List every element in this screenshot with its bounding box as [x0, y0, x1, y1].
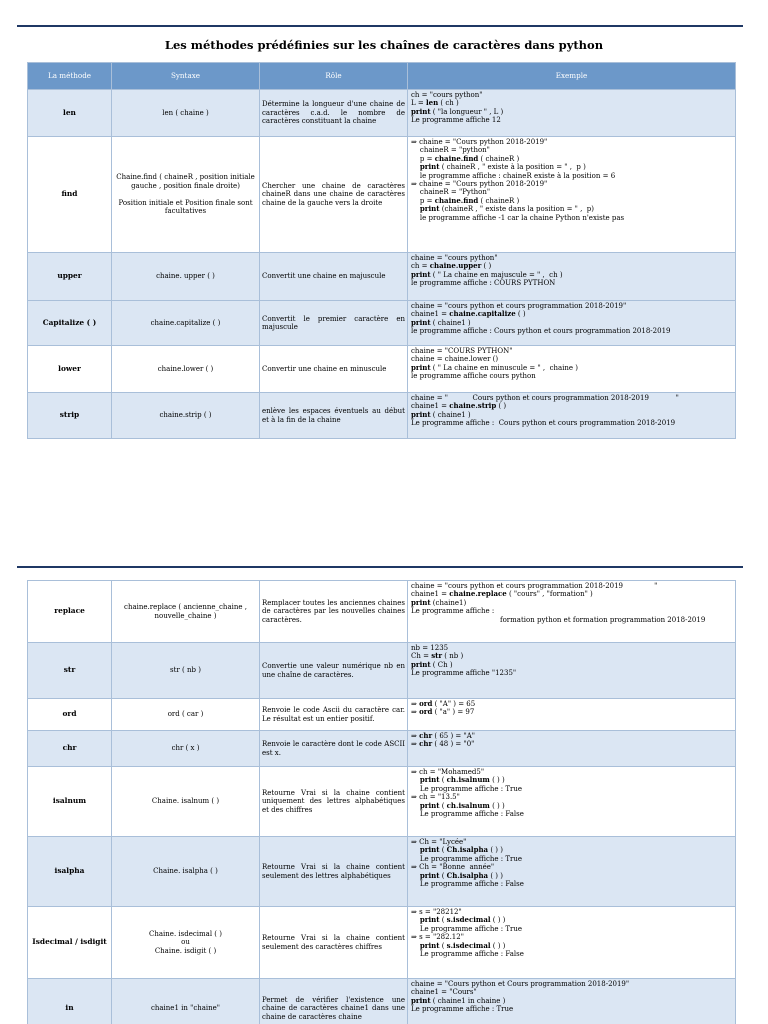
role-cell: [260, 253, 408, 301]
method-name-cell: find: [28, 137, 112, 253]
example-line: chaine = "Cours python et Cours programmation 2018-2019": [411, 980, 630, 988]
role-text: Renvoie le caractère dont le code ASCII est x.: [262, 740, 405, 757]
role-cell: [260, 581, 408, 643]
header-method: La méthode: [28, 63, 112, 90]
syntax-cell: [112, 301, 260, 346]
example-line: ⇒ s = "28212": [411, 908, 462, 916]
table-row: [28, 90, 736, 137]
role-text: Retourne Vrai si la chaine contient uniquement des lettres alphabétiques et des chiffres: [262, 788, 405, 814]
syntax-line: Chaine. isalpha ( ): [153, 867, 218, 876]
document-title: Les méthodes prédéfinies sur les chaînes de caractères dans python: [164, 38, 604, 52]
example-line: ⇒ Ch = "Bonne année": [411, 863, 495, 872]
role-cell: [260, 731, 408, 767]
example-cell: [408, 699, 736, 731]
example-line: le programme affiche : COURS PYTHON: [411, 279, 556, 288]
example-line: chaine = " Cours python et cours programmation 2018-2019 ": [411, 394, 679, 402]
example-line: chaineR = "Python": [411, 188, 491, 197]
syntax-cell: [112, 253, 260, 301]
role-cell: [260, 767, 408, 837]
role-text: Permet de vérifier l'existence une chaine de caractères chaine1 dans une chaine de caractères chaine: [262, 995, 405, 1021]
example-line: print ( chaineR , " existe à la position = " , p ): [419, 163, 586, 172]
example-line: print ( Ch ): [411, 660, 453, 669]
header-rule: [17, 566, 743, 568]
syntax-cell: [112, 699, 260, 731]
example-line: print ( chaine1 ): [411, 410, 471, 419]
method-name-cell: str: [28, 643, 112, 699]
example-line: print ( Ch.isalpha ( ) ): [419, 871, 503, 880]
table-row: [28, 837, 736, 907]
role-cell: [260, 90, 408, 137]
method-name-cell: replace: [28, 581, 112, 643]
method-name-cell: len: [28, 90, 112, 137]
example-line: chaineR = "python": [411, 146, 490, 155]
example-line: chaine1 = chaine.capitalize ( ): [411, 310, 526, 319]
syntax-cell: [112, 393, 260, 439]
syntax-line: str ( nb ): [170, 666, 201, 675]
example-line: print (chaine1): [411, 598, 467, 607]
example-line: ⇒ ord ( "A" ) = 65: [411, 700, 476, 708]
example-line: L = len ( ch ): [411, 99, 459, 108]
table-row: [28, 979, 736, 1024]
method-name-cell: Isdecimal / isdigit: [28, 907, 112, 979]
syntax-line: ou: [181, 938, 190, 947]
syntax-cell: [112, 907, 260, 979]
table-header-row: [28, 63, 736, 90]
example-cell: [408, 907, 736, 979]
example-line: print ( Ch.isalpha ( ) ): [419, 846, 503, 855]
example-line: chaine = "cours python et cours programmation 2018-2019": [411, 302, 627, 310]
method-name-cell: upper: [28, 253, 112, 301]
example-line: ⇒ Ch = "Lycée": [411, 838, 467, 846]
example-line: ⇒ chaine = "Cours python 2018-2019": [411, 180, 548, 189]
example-cell: [408, 90, 736, 137]
example-line: print ( ch.isalnum ( ) ): [419, 801, 505, 810]
example-line: ⇒ chr ( 48 ) = "0": [411, 740, 475, 749]
example-line: print ( " La chaine en majuscule = " , ch ): [411, 270, 563, 279]
syntax-line: ord ( car ): [167, 710, 204, 719]
syntax-cell: [112, 346, 260, 393]
role-cell: [260, 907, 408, 979]
example-line: Le programme affiche : False: [411, 880, 524, 889]
example-line: Le programme affiche "1235": [411, 669, 517, 678]
example-line: formation python et formation programmation 2018-2019: [411, 615, 706, 624]
syntax-line: [114, 190, 257, 198]
role-text: Chercher une chaine de caractères chaineR dans une chaine de caractères chaine de la gauche vers la droite: [262, 181, 405, 207]
example-line: print ( ch.isalnum ( ) ): [419, 776, 505, 785]
role-cell: [260, 699, 408, 731]
role-text: Renvoie le code Ascii du caractère car. Le résultat est un entier positif.: [262, 706, 405, 723]
example-line: chaine = "cours python": [411, 254, 498, 262]
example-line: Le programme affiche : True: [411, 1005, 514, 1014]
example-cell: [408, 837, 736, 907]
method-name-cell: lower: [28, 346, 112, 393]
syntax-cell: [112, 90, 260, 137]
example-line: ⇒ chr ( 65 ) = "A": [411, 732, 475, 740]
role-cell: [260, 979, 408, 1024]
example-line: le programme affiche : Cours python et cours programmation 2018-2019: [411, 327, 671, 336]
header-role: Rôle: [260, 63, 408, 90]
method-name-cell: chr: [28, 731, 112, 767]
method-name-cell: Capitalize ( ): [28, 301, 112, 346]
syntax-line: chaine.strip ( ): [159, 411, 212, 420]
example-line: le programme affiche : chaineR existe à la position = 6: [411, 171, 616, 180]
method-name-cell: strip: [28, 393, 112, 439]
role-text: Détermine la longueur d'une chaine de caractères c.a.d. le nombre de caractères constituant la chaine: [262, 100, 405, 126]
syntax-line: Chaine. isdecimal ( ): [149, 929, 222, 938]
methods-table-2: [27, 580, 736, 1024]
example-cell: [408, 346, 736, 393]
example-line: print ( " La chaine en minuscule = " , chaine ): [411, 363, 579, 372]
header-rule: [17, 25, 743, 27]
role-text: Convertit une chaine en majuscule: [262, 272, 386, 281]
example-cell: [408, 767, 736, 837]
example-line: Le programme affiche :: [411, 607, 495, 616]
example-line: nb = 1235: [411, 644, 449, 652]
example-line: ch = chaine.upper ( ): [411, 262, 492, 271]
table-row: [28, 643, 736, 699]
role-text: Convertie une valeur numérique nb en une chaîne de caractères.: [262, 662, 405, 679]
syntax-line: Position initiale et Position finale sont facultatives: [118, 198, 253, 216]
method-name-cell: isalpha: [28, 837, 112, 907]
example-line: p = chaine.find ( chaineR ): [411, 154, 520, 163]
example-line: print ( s.isdecimal ( ) ): [419, 916, 506, 925]
syntax-line: Chaine. isdigit ( ): [154, 946, 217, 955]
header-syntax: Syntaxe: [112, 63, 260, 90]
syntax-cell: [112, 581, 260, 643]
role-text: Convertit le premier caractère en majuscule: [262, 314, 405, 331]
example-line: Le programme affiche 12: [411, 116, 501, 125]
syntax-line: len ( chaine ): [162, 108, 209, 117]
example-line: Ch = str ( nb ): [411, 652, 464, 661]
role-cell: [260, 837, 408, 907]
role-text: enlève les espaces éventuels au début et à la fin de la chaine: [262, 407, 405, 424]
role-text: Retourne Vrai si la chaine contient seulement des caractères chiffres: [262, 934, 405, 951]
methods-table-1: [27, 62, 736, 439]
example-line: print ( chaine1 in chaine ): [411, 996, 506, 1005]
syntax-line: chaine1 in "chaine": [150, 1004, 221, 1013]
example-line: le programme affiche cours python: [411, 372, 536, 381]
example-cell: [408, 979, 736, 1024]
example-line: Le programme affiche : False: [411, 810, 524, 819]
example-cell: [408, 137, 736, 253]
syntax-line: chaine.capitalize ( ): [150, 318, 221, 327]
example-line: print (chaineR , " existe dans la position = " , p): [419, 205, 594, 214]
table-row: [28, 253, 736, 301]
example-line: print ( chaine1 ): [411, 318, 471, 327]
table-row: [28, 346, 736, 393]
syntax-line: chaine. upper ( ): [156, 272, 215, 281]
table-row: [28, 731, 736, 767]
example-line: print ( "la longueur " , L ): [411, 107, 504, 116]
role-text: Retourne Vrai si la chaine contient seulement des lettres alphabétiques: [262, 863, 405, 880]
example-line: Le programme affiche : True: [411, 784, 523, 793]
example-line: ⇒ ch = "13.5": [411, 793, 460, 802]
example-line: chaine1 = chaine.strip ( ): [411, 402, 507, 411]
role-cell: [260, 346, 408, 393]
role-cell: [260, 137, 408, 253]
method-name-cell: ord: [28, 699, 112, 731]
example-line: chaine = chaine.lower (): [411, 355, 499, 364]
example-line: ⇒ ord ( "a" ) = 97: [411, 708, 475, 717]
syntax-cell: [112, 837, 260, 907]
example-line: chaine1 = "Cours": [411, 988, 477, 997]
table-row: [28, 301, 736, 346]
method-name-cell: in: [28, 979, 112, 1024]
table-row: [28, 767, 736, 837]
example-line: ⇒ chaine = "Cours python 2018-2019": [411, 138, 548, 146]
syntax-line: chaine.replace ( ancienne_chaine , nouvelle_chaine ): [124, 603, 247, 620]
example-line: chaine = "COURS PYTHON": [411, 347, 513, 355]
syntax-cell: [112, 137, 260, 253]
syntax-line: chaine.lower ( ): [157, 364, 214, 373]
example-line: Le programme affiche : Cours python et cours programmation 2018-2019: [411, 419, 676, 428]
example-line: chaine1 = chaine.replace ( "cours" , "formation" ): [411, 590, 593, 599]
table-row: [28, 699, 736, 731]
syntax-line: Chaine. isalnum ( ): [151, 797, 220, 806]
example-line: le programme affiche -1 car la chaine Python n'existe pas: [411, 213, 625, 222]
example-cell: [408, 643, 736, 699]
header-example: Exemple: [408, 63, 736, 90]
syntax-cell: [112, 767, 260, 837]
example-line: Le programme affiche : True: [411, 924, 523, 933]
example-cell: [408, 731, 736, 767]
syntax-cell: [112, 979, 260, 1024]
role-cell: [260, 301, 408, 346]
role-cell: [260, 393, 408, 439]
example-cell: [408, 581, 736, 643]
table-row: [28, 907, 736, 979]
example-line: Le programme affiche : False: [411, 950, 524, 959]
example-line: ch = "cours python": [411, 91, 483, 99]
example-cell: [408, 253, 736, 301]
example-cell: [408, 393, 736, 439]
syntax-cell: [112, 643, 260, 699]
table-row: [28, 581, 736, 643]
table-row: [28, 393, 736, 439]
document-page-2: [0, 566, 768, 1024]
table-row: [28, 137, 736, 253]
method-name-cell: isalnum: [28, 767, 112, 837]
syntax-line: chr ( x ): [171, 744, 200, 753]
example-cell: [408, 301, 736, 346]
example-line: chaine = "cours python et cours programmation 2018-2019 ": [411, 582, 658, 590]
example-line: ⇒ ch = "Mohamed5": [411, 768, 485, 776]
example-line: ⇒ s = "282.12": [411, 933, 464, 942]
example-line: print ( s.isdecimal ( ) ): [419, 941, 506, 950]
role-text: Convertir une chaine en minuscule: [262, 364, 387, 373]
page-gap: [0, 540, 768, 566]
syntax-line: Chaine.find ( chaineR , position initiale gauche , position finale droite): [116, 173, 255, 190]
role-text: Remplacer toutes les anciennes chaines de caractères par les nouvelles chaines caractères.: [262, 598, 405, 624]
syntax-cell: [112, 731, 260, 767]
example-line: Le programme affiche : True: [411, 854, 523, 863]
role-cell: [260, 643, 408, 699]
example-line: p = chaine.find ( chaineR ): [411, 196, 520, 205]
